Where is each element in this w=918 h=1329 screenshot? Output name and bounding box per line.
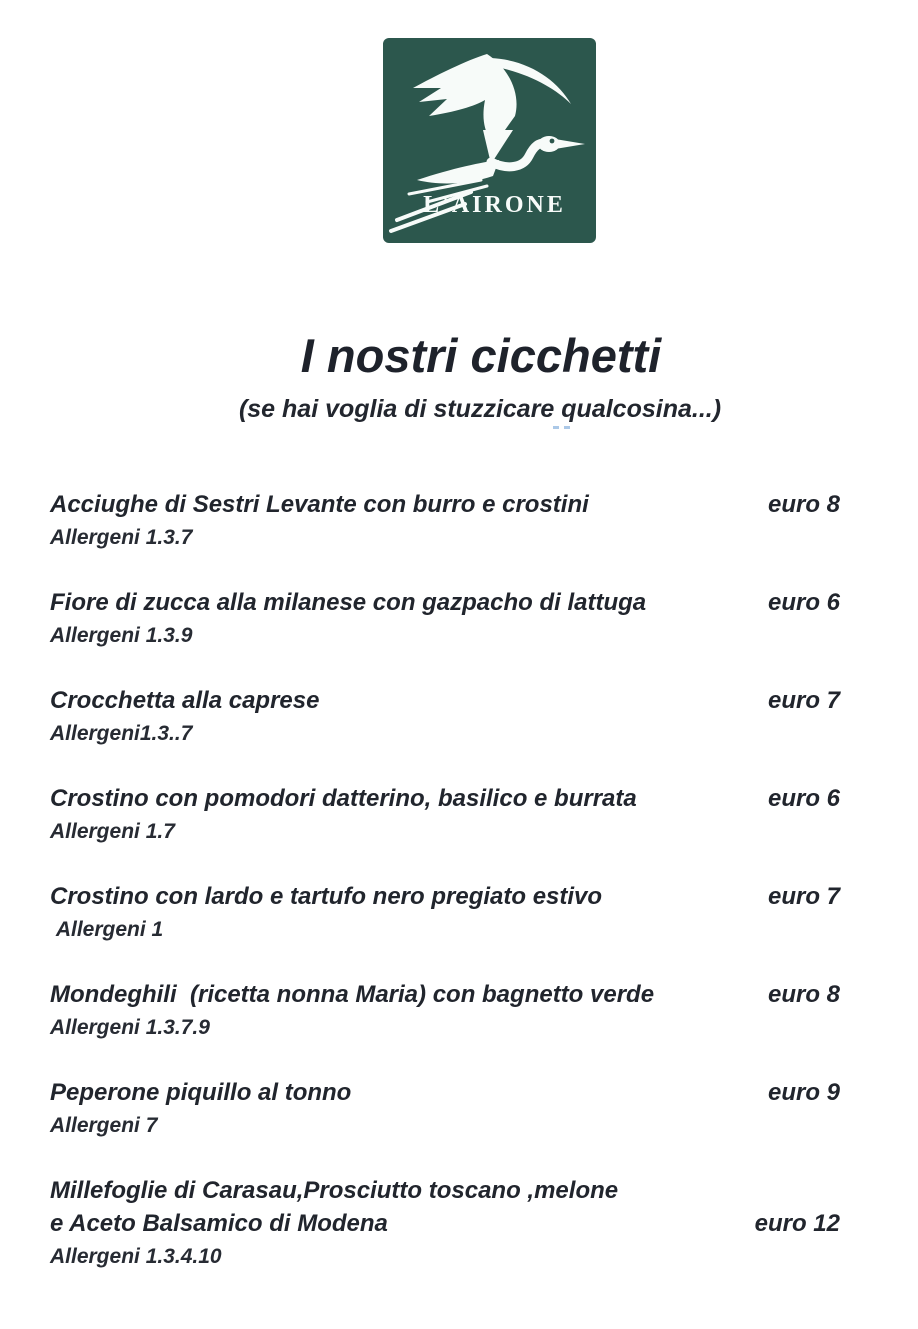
item-price: euro 6 bbox=[767, 785, 840, 812]
item-price: euro 7 bbox=[767, 883, 840, 910]
item-name: Crostino con lardo e tartufo nero pregiato estivo bbox=[50, 883, 603, 910]
restaurant-logo bbox=[383, 38, 596, 243]
logo-wordmark: L'AIRONE bbox=[423, 192, 566, 218]
menu-item bbox=[50, 1174, 840, 1273]
item-allergens: Allergeni 1.3.7 bbox=[50, 526, 193, 549]
menu-item-list bbox=[50, 488, 840, 1305]
menu-item bbox=[50, 978, 840, 1044]
item-name: Peperone piquillo al tonno bbox=[50, 1079, 352, 1106]
menu-item bbox=[50, 1076, 840, 1142]
item-price: euro 9 bbox=[767, 1079, 840, 1106]
item-allergens: Allergeni 1 bbox=[50, 918, 164, 941]
item-price: euro 7 bbox=[767, 687, 840, 714]
item-name-line1: Millefoglie di Carasau,Prosciutto toscano ,melone bbox=[50, 1177, 619, 1204]
item-name: Crostino con pomodori datterino, basilico e burrata bbox=[50, 785, 637, 812]
item-allergens: Allergeni 1.3.7.9 bbox=[50, 1016, 210, 1039]
menu-item bbox=[50, 586, 840, 652]
item-name: Crocchetta alla caprese bbox=[50, 687, 320, 714]
item-price: euro 8 bbox=[767, 981, 840, 1008]
menu-item bbox=[50, 880, 840, 946]
item-allergens: Allergeni 7 bbox=[50, 1114, 158, 1137]
item-allergens: Allergeni 1.7 bbox=[50, 820, 175, 843]
item-name: Acciughe di Sestri Levante con burro e crostini bbox=[50, 491, 589, 518]
page-subtitle: (se hai voglia di stuzzicare qualcosina...) bbox=[238, 395, 722, 423]
menu-item bbox=[50, 488, 840, 554]
item-price: euro 8 bbox=[767, 491, 840, 518]
page-title: I nostri cicchetti bbox=[300, 329, 662, 383]
item-allergens: Allergeni 1.3.4.10 bbox=[50, 1245, 222, 1268]
item-allergens: Allergeni 1.3.9 bbox=[50, 624, 193, 647]
menu-item bbox=[50, 684, 840, 750]
item-name: Mondeghili (ricetta nonna Maria) con bagnetto verde bbox=[50, 981, 655, 1008]
item-name-line2: e Aceto Balsamico di Modena bbox=[50, 1210, 388, 1237]
menu-item bbox=[50, 782, 840, 848]
item-allergens: Allergeni1.3..7 bbox=[50, 722, 193, 745]
spellcheck-underline bbox=[553, 426, 570, 429]
item-name: Fiore di zucca alla milanese con gazpacho di lattuga bbox=[50, 589, 647, 616]
item-price: euro 12 bbox=[754, 1210, 840, 1237]
item-price: euro 6 bbox=[767, 589, 840, 616]
